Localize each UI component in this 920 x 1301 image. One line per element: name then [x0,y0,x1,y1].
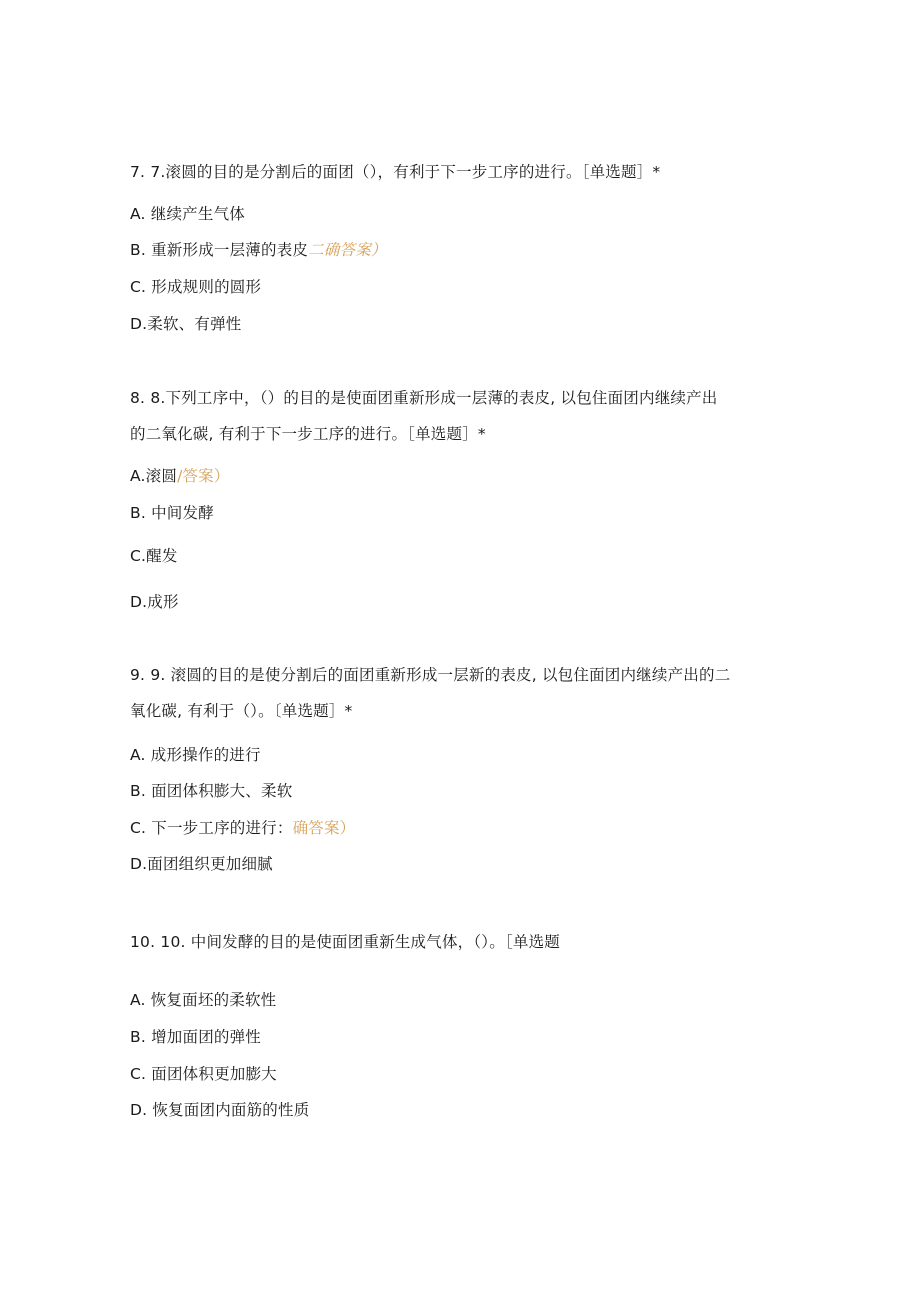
option-b[interactable]: B. 中间发酵 [130,504,214,522]
option-text: A.滚圆 [130,467,178,485]
option-a[interactable]: A. 恢复面坯的柔软性 [130,991,277,1009]
answer-mark: 二确答案） [308,241,387,259]
option-a[interactable]: A. 成形操作的进行 [130,746,261,764]
answer-mark: /答案） [177,467,230,485]
option-text: B. 重新形成一层薄的表皮 [130,241,309,259]
question-stem-continued: 的二氧化碳, 有利于下一步工序的进行。［单选题］* [130,425,486,443]
option-d[interactable]: D.面团组织更加细腻 [130,855,273,873]
answer-mark: 确答案） [292,819,356,837]
option-c[interactable]: C. 形成规则的圆形 [130,278,262,296]
option-d[interactable]: D.成形 [130,593,179,611]
option-c[interactable]: C. 面团体积更加膨大 [130,1065,277,1083]
option-c[interactable] [130,818,355,838]
question-stem-continued: 氧化碳, 有利于（）。〔单选题］* [130,702,353,720]
option-a[interactable] [130,466,230,486]
option-b[interactable]: B. 增加面团的弹性 [130,1028,261,1046]
option-d[interactable]: D.柔软、有弹性 [130,315,242,333]
question-stem: 8. 8.下列工序中，（）的目的是使面团重新形成一层薄的表皮, 以包住面团内继续产出 [130,389,718,407]
question-stem: 7. 7.滚圆的目的是分割后的面团（），有利于下一步工序的进行。［单选题］* [130,163,661,181]
option-b[interactable]: B. 面团体积膨大、柔软 [130,782,293,800]
option-d[interactable]: D. 恢复面团内面筋的性质 [130,1101,310,1119]
option-b[interactable] [130,240,387,260]
question-stem: 9. 9. 滚圆的目的是使分割后的面团重新形成一层新的表皮, 以包住面团内继续产出的二 [130,666,731,684]
option-c[interactable]: C.醒发 [130,547,178,565]
option-a[interactable]: A. 继续产生气体 [130,205,245,223]
question-stem: 10. 10. 中间发酵的目的是使面团重新生成气体，（）。［单选题 [130,933,561,951]
option-text: C. 下一步工序的进行： [130,819,293,837]
